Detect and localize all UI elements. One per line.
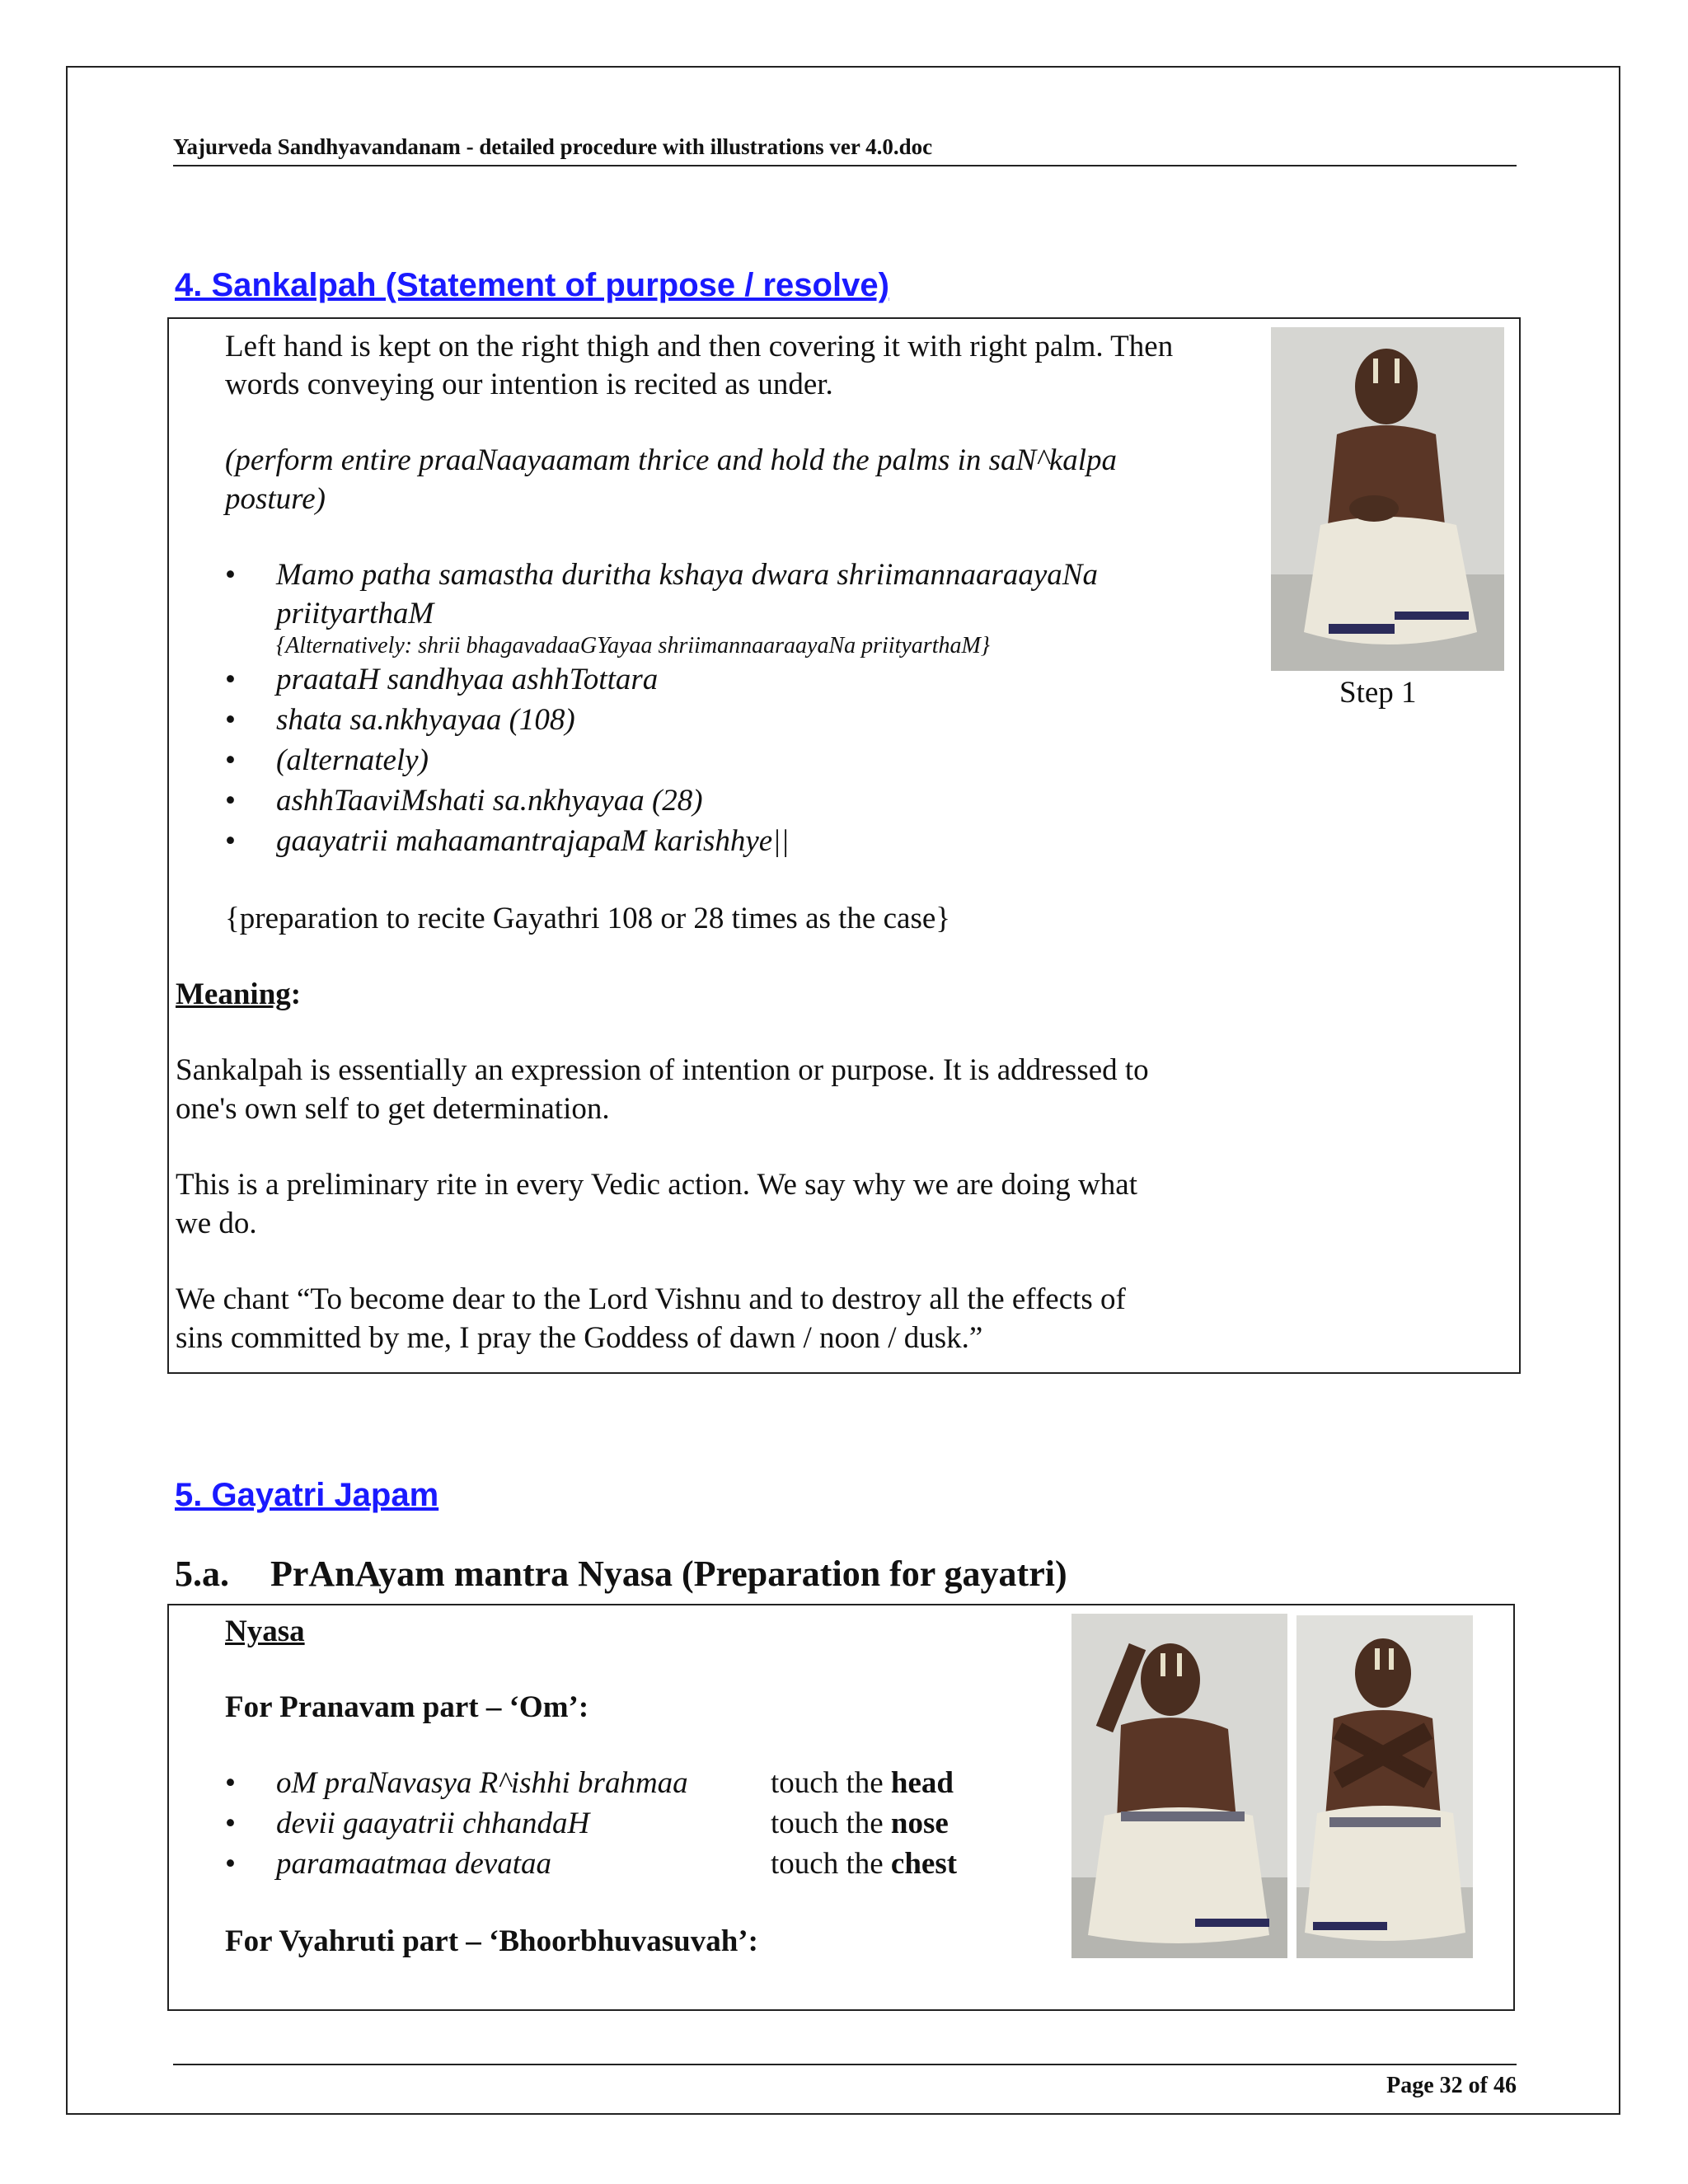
touch-instruction xyxy=(771,1844,957,1883)
bullet-dot: • xyxy=(225,743,236,777)
photo-caption: Step 1 xyxy=(1339,676,1417,710)
intro-line-2: words conveying our intention is recited as under. xyxy=(225,368,833,401)
bullet-dot: • xyxy=(225,703,236,737)
mantra-text: oM praNavasya R^ishhi brahmaa xyxy=(276,1766,688,1800)
meaning-label: Meaning xyxy=(176,977,291,1011)
meaning-p2-line-2: we do. xyxy=(176,1207,257,1240)
subheading-5a xyxy=(175,1553,1067,1595)
bullet-dot: • xyxy=(225,1766,236,1800)
person-touch-head-illustration xyxy=(1071,1614,1287,1958)
mantra-text: devii gaayatrii chhandaH xyxy=(276,1807,590,1840)
bullet-text: Mamo patha samastha duritha kshaya dwara shriimannaaraayaNa xyxy=(276,558,1098,592)
preparation-note: {preparation to recite Gayathri 108 or 28 times as the case} xyxy=(225,902,951,935)
mantra-text: paramaatmaa devataa xyxy=(276,1847,551,1881)
footer-rule xyxy=(173,2064,1517,2065)
intro-line-1: Left hand is kept on the right thigh and then covering it with right palm. Then xyxy=(225,330,1174,363)
subheading-text: PrAnAyam mantra Nyasa (Preparation for gayatri) xyxy=(270,1554,1067,1594)
nyasa-label: Nyasa xyxy=(225,1615,305,1648)
nyasa-box xyxy=(167,1604,1515,2011)
touch-instruction xyxy=(771,1804,949,1843)
page-number: Page 32 of 46 xyxy=(1386,2073,1517,2098)
body-part: head xyxy=(890,1766,954,1800)
bullet-dot: • xyxy=(225,1807,236,1840)
touch-text: touch the xyxy=(771,1766,884,1800)
bullet-text: praataH sandhyaa ashhTottara xyxy=(276,663,659,696)
nyasa-head-photo xyxy=(1071,1614,1287,1958)
bullet-text: priityarthaM xyxy=(276,597,434,630)
bullet-dot: • xyxy=(225,824,236,858)
sankalpah-box xyxy=(167,317,1521,1374)
meaning-p3-line-2: sins committed by me, I pray the Goddess of dawn / noon / dusk.” xyxy=(176,1321,983,1355)
person-seated-illustration xyxy=(1271,327,1504,671)
nyasa-shoulder-photo xyxy=(1296,1615,1473,1958)
bullet-text: gaayatrii mahaamantrajapaM karishhye|| xyxy=(276,824,790,858)
bullet-dot: • xyxy=(225,784,236,818)
meaning-heading xyxy=(176,975,301,1014)
touch-instruction xyxy=(771,1764,954,1802)
bullet-dot: • xyxy=(225,558,236,592)
bullet-text: (alternately) xyxy=(276,743,429,777)
body-part: nose xyxy=(890,1807,949,1840)
meaning-p1-line-2: one's own self to get determination. xyxy=(176,1092,610,1126)
bullet-text: ashhTaaviMshati sa.nkhyayaa (28) xyxy=(276,784,703,818)
meaning-p2-line-1: This is a preliminary rite in every Vedic action. We say why we are doing what xyxy=(176,1168,1137,1202)
touch-text: touch the xyxy=(771,1807,884,1840)
bullet-dot: • xyxy=(225,663,236,696)
meaning-colon: : xyxy=(290,977,302,1011)
document-header: Yajurveda Sandhyavandanam - detailed procedure with illustrations ver 4.0.doc xyxy=(173,132,1517,166)
body-part: chest xyxy=(890,1847,958,1881)
bullet-text: shata sa.nkhyayaa (108) xyxy=(276,703,575,737)
bullet-dot: • xyxy=(225,1847,236,1881)
sankalpa-posture-photo xyxy=(1271,327,1504,671)
meaning-p3-line-1: We chant “To become dear to the Lord Vishnu and to destroy all the effects of xyxy=(176,1282,1126,1316)
alternative-note: {Alternatively: shrii bhagavadaaGYayaa shriimannaaraayaNa priityarthaM} xyxy=(276,633,990,658)
note-line-2: posture) xyxy=(225,482,326,516)
vyahruti-label: For Vyahruti part – ‘Bhoorbhuvasuvah’: xyxy=(225,1924,758,1958)
note-line-1: (perform entire praaNaayaamam thrice and hold the palms in saN^kalpa xyxy=(225,443,1118,477)
touch-text: touch the xyxy=(771,1847,884,1881)
subheading-number: 5.a. xyxy=(175,1554,229,1594)
pranavam-label: For Pranavam part – ‘Om’: xyxy=(225,1690,589,1724)
section-5-heading[interactable]: 5. Gayatri Japam xyxy=(175,1477,439,1513)
section-4-heading[interactable]: 4. Sankalpah (Statement of purpose / resolve) xyxy=(175,267,889,303)
person-arms-crossed-illustration xyxy=(1296,1615,1473,1958)
meaning-p1-line-1: Sankalpah is essentially an expression of intention or purpose. It is addressed to xyxy=(176,1053,1149,1087)
